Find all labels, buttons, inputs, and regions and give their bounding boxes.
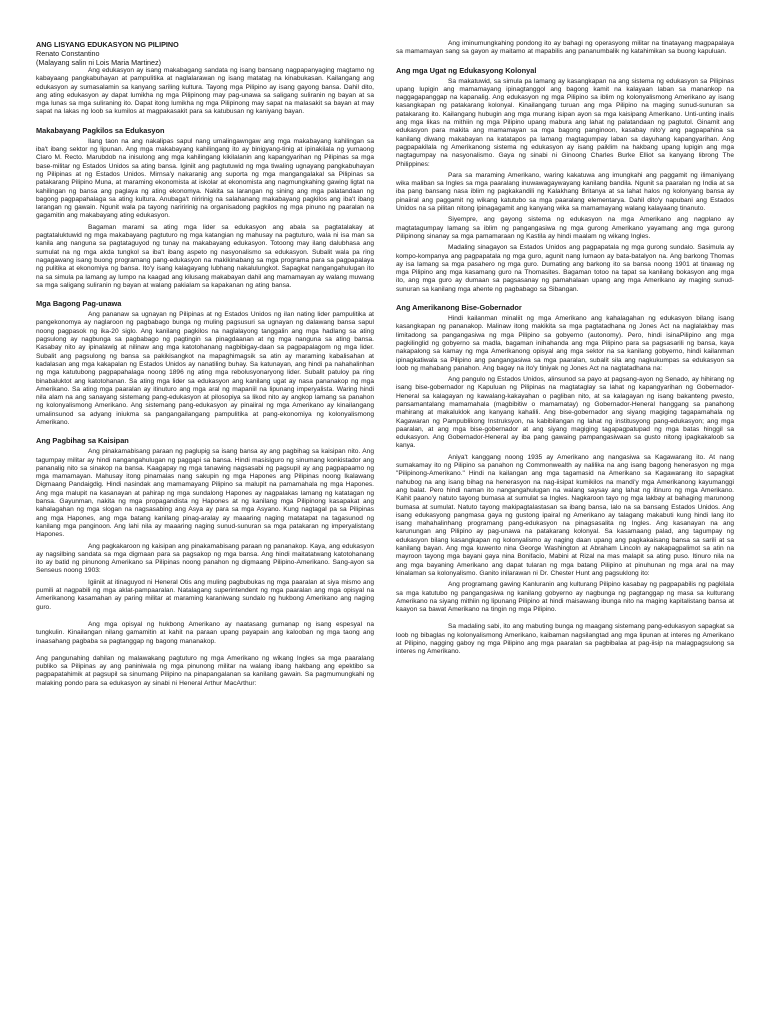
paragraph: Sa madaling sabi, ito ang mabuting bunga ng maagang sistemang pang-edukasyon sapagkat sa loob ng bibaglas ng kolonyalismong Amerikano, kaibaman nagsilangtad ang mga lipunan at interes ng Amerikano at Pilipino, nagging gaboy ng mga Pilipino ang mga paaralan sa pagbibalaa at pag-iisip na malagpagsulong sa interes ng Amerikano. (396, 623, 734, 656)
paragraph: Ang pangunahing dahilan ng malawakang pagtuturo ng mga Amerikano ng wikang Ingles sa mga paaralang publiko sa Pilipinas ay ang paniniwala ng mga pinunong militar na walang ibang hakbang ang epektibo sa pagpapatahimik at pagsupil sa sinumang Pilipino na pinapangalanan sa kanilang gawain. Sa pagmumungkahi ng malaking pondo para sa edukasyon ay sinabi ni Heneral Arthur MacArthur: (36, 654, 374, 687)
paragraph: Ang pagkakaroon ng kaisipan ang pinakamabisang paraan ng pananakop. Kaya, ang edukasyon ay nagsilbing sandata sa mga digmaan para sa pagsakop ng mga bansa. Ang hindi maitatatwang katotohanang ito ay batid ng pinunong Amerikano sa Pilipinas noong panahon ng digmaang Pilipino-Amerikano. Sang-ayon sa Senseus noong 1903: (36, 542, 374, 575)
section-heading: Ang Pagbihag sa Kaisipan (36, 436, 129, 446)
section-heading: Makabayang Pagkilos sa Edukasyon (36, 125, 165, 135)
two-column-layout (36, 40, 734, 691)
quoted-paragraph: Igiiniit at itinaguyod ni Heneral Otis ang muling pagbubukas ng mga paaralan at siya mismo ang pumili at nagpabili ng mga aklat-pampaaralan. Natalagang superintendent ng mga paaralan ang mga opisyal na Amerikanong kasamahan ay paring militar at maraming karaniwang sundalo ng hukbong Amerikano ang naging guro. (36, 578, 374, 611)
quoted-paragraph: Ang programang gawing Kanluranin ang kulturang Pilipino kasabay ng pagpapabilis ng pagkilala sa mga katutubo ng pangangasiwa ng kanilang gobyerno ay nagbunga ng pagtanggap ng masa sa kulturang Amerikano na siyang mithiin ng lipunang Pilipino at hindi maisawang ibunga nito na maging kapitalistang bansa at kaayon sa bawat Amerikano na tingin ng mga Pilipino. (396, 581, 734, 614)
paragraph: Hindi kailanman minaliit ng mga Amerikano ang kahalagahan ng edukasyon bilang isang kasangkapan ng pananakop. Malinaw itong makikita sa mga pagtatadhana ng Jones Act na naglalakbay mas limitadong sa pangangasiwa ng mga Pilipino sa gobyerno (autonomy). Pero, hindi isinaPilipino ang mga pagkilinglid ng gobyerno sa madla, bagaman inihahanda ang mga Pilipino para sa pagsasarili ng bansa, kaya nakapalong sa kamay ng mga Amerikanong opisyal ang mga sektor na sa kanilang gobyerno, hindi kailanman ipinagkatiwala sa Pilipino ang pangangasiwa sa mga paaralan, subalit sila ang nagkukumpas sa edukasyon sa loob ng mahabang panahon. Ang bagay na ito'y tiniyak ng Jones Act na nagtatadhana na: (396, 315, 734, 372)
document-header (36, 40, 374, 67)
paragraph: Ang edukasyon ay isang makabagang sandata ng isang bansang nagpapanyaging magtamo ng kabayaang pangkabuhayan at pampulitika at naglalarawan ng isang matatag na kinabukasan. Kailangang ang edukasyon ay sumasalamin sa kanyang sariling kultura. Tayong mga Pilipino ay isang gayong bansa. Dahil dito, ang ating edukasyon ay dapat lumikha ng mga Pilipinong may pag-unawa sa saligang suliranin ng bayan at sa mga lunas sa mga suliraning ito. Dapat itong lumikha ng mga Pilipinong may sapat na malasakit sa bayan at may sapat na lakas ng loob sa kumilos at magpakasakit para sa katubusan ng kaniyang bayan. (36, 67, 374, 116)
paragraph: Bagaman marami sa ating mga lider sa edukasyon ang abala sa pagtatalakay at pagtataluktuwid ng mga makabayang pagtuturo ng mga katangian ng mahusay na pagtuturo, wala ni isa man sa kanila ang nanguna sa pagtataguyod ng tunay na makabayang edukasyon. Totoong may ilang dalubhasa ang sumulat na ng mga akda tungkol sa iba't ibang aspeto ng nasyonalismo sa edukasyon. Subalit wala pa ring nagagawang isang buong programang pang-edukasyon na makikinabang sa mga programa para sa pagpapalaya ng pulitika at ekonomiya ng bansa. Ito'y isang kalagayang lubhang nakalulungkot. Sapagkat nangangahulugan ito na sa simula pa lamang ay lumpo na kaagad ang kilusang makabayan dahil ang mamamayan ay walang muwang sa mga saligang suliranin ng bayan at walang pakialam sa kapakanan ng ating bansa. (36, 223, 374, 289)
quoted-paragraph: Ang pangulo ng Estados Unidos, alinsunod sa payo at pagsang-ayon ng Senado, ay hihirang ng isang bise-gobernador ng Kapuluan ng Pilipinas na magtataglay sa lahat ng kapangyarihan ng Gobernador-Heneral sa kalagayan ng kawalang-kakayahan o pagliban nito, at sa kalagayan ng isang bakanteng pwesto, pansamantalang mamamahala (magbibitiw o mamamatay) ng Gobernador-Heneral hanggang sa panahong mahirang at makaluklok ang kanyang kahalili. Ang bise-gobernador ang siyang magiging tagapamahala ng Kagawaran ng Pampublikong Instruksyon, na kabibilangan ng lahat ng institusyong pang-edukasyon; ang mga paaralan, at ang mga bise-gobernador at ang siyang magiging tagapagpatupad ng mga batas hinggil sa edukasyon. Ang Gobernador-Heneral ay iba pang gawaing pampangasiwaan sa gusto nitong ipagkakaloob sa kanya. (396, 376, 734, 450)
paragraph: Aniya't kanggang noong 1935 ay Amerikano ang nangasiwa sa Kagawarang ito. At nang sumakamay ito ng Pilipino sa panahon ng Commonwealth ay nalilika na ang isang bagong henerasyon ng mga "Pilipinong-Amerikano." Hindi na kailangan ang mga tagamasid na Amerikano sa Kagawarang ito sapagkat nahubog na ang isang bihag na henerasyon na nag-iisipat kumikilos na mandi'y mga Amerikanong kayumanggi ang balat. Pero hindi naman ito nangangahulugan na walang saysay ang lahat ng itinuro ng mga Amerikano. Kahit paano'y natuto tayong bumasa at sumulat sa Ingles. Nagkaroon tayo ng mga lakbay at bahaging marunong bumasa at sumulat. Natuto tayong makipagtalastasan sa ibang bansa, lalo na sa bansang Estados Unidos. Ang isang edukasyong pangmasa gaya ng gustong ipairal ng Amerikano ay talagang makabuti kung hindi lang ito isang mahahalinhang programang pang-edukasyon na pinagsasalita ng Ingles. Ang kasanayan na ang karunungan ang Pilipino ay pag-unawa na patakarang kolonyal. Sa kasamaang palad, ang tagumpay ng edukasyon bilang kasangkapan ng kolonyalismo ay naging daan upang ang pagkakaisang bansa sa sarili at sa kanilang bayan. Ang mga kuwento nina George Washington at Abraham Lincoln ay nakapagpalimot sa atin na mayroon tayong mga bayani gaya nina Bonifacio, Mabini at Rizal na mas malapit sa ating puso. Itinuro nila na ang mga bayaning Amerikano ang dapat tularan ng mga batang Pilipino at pinuhunan ng mga aral na may kinalaman sa kolonyalismo. Ganito inilarawan ni Dr. Chester Hunt ang pagsuklong ito: (396, 453, 734, 577)
right-column (396, 40, 734, 691)
paragraph: Madaling sinagayon sa Estados Unidos ang pagpapatala ng mga gurong sundalo. Sasimula ay kompo-kompanya ang pagpapatala ng mga guro, agunit nang lumaon ay bata-batalyon na. Ang barkong Thomas ay isa lamang sa mga pasahero ng mga guro. Dumating ang barkong ito sa bansa noong 1901 at tinawag ng mga Pilipino ang mga kasamang guro na Thomasites. Bagaman totoo na tapat sa kanilang bokasyon ang mga ito, ang mga guro ay dumaan sa pagsasanay ng pamahalaan upang ang mga Amerikano ay maging sunud-sunuran sa kanilang mga ahente ng pagbabago sa Sibangan. (396, 244, 734, 293)
paragraph: Sa makatuwid, sa simula pa lamang ay kasangkapan na ang sistema ng edukasyon sa Pilipinas upang lupigin ang mamamayang ipinagtanggol ang bagong kamit na kalayaan laban sa manankop na naggagapanggap na kapanalig. Ang edukasyon ng mga Pilipino sa iblim ng kolonyalismong Amerikano ay isang kasangkapan ng patakarang kolonyal. Kinailangang turuan ang mga Pilipino na maging sunud-sunuran sa patakarang ito. Kailangang hubugin ang mga murang isipan ayon sa mga kaisipang Amerikano. Unti-unting inalis ang mga likas na mithiin ng mga Pilipino upang mabura ang lahat ng palatandaan ng pagtutol. Ginamit ang edukasyon para makita ang mamamayan sa mga bagong panginoon, kasabay nito'y ang pagpapahina sa kanilang diwang makabayan na katatapos pa lamang magtagumpay laban sa dayuhang kapangyarihan. Ang pagpapakilala ng Amerikanong sistema ng edukasyon ay isang paiklim na hakbang upang lupigin ang mga nagtagumpay na nasyonalismo. Gaya ng sinabi ni Ginoong Charles Burke Elliot sa kanyang librong The Philippines: (396, 77, 734, 168)
paragraph: Ang pinakamabisang paraan ng paglupig sa isang bansa ay ang pagbihag sa kaisipan nito. Ang tagumpay militar ay hindi nangangahulugan ng paggapi sa bansa. Hindi masisiguro ng sinumang konkistador ang pananalig nito sa sinakop na bansa. Kaagapay ng mga tanawing nagsasabi ng pagsupil ay ang pagpapaamo ng mga mamamayan. Mahusay itong pinamalas nang sakupin ng mga Hapones ang Pilipinas noong Ikalawang Digmaang Pandaigdig. Hindi nasindak ang mamamayang Pilipino sa malupit na pamamahala ng mga Hapones. Ang mga malupit na kasanayan at pahirap ng mga sundalong Hapones ay nagpalakas lamang ng katatagan ng bansa. Gayunman, nakita ng mga propagandista ng Hapones at ng kanilang mga Pilipinong kasapakat ang kahalagahan ng mga slogan na nagsasabing ang Asya ay para sa mga Asyano. Kung nagtagal pa sa Pilipinas ang mga Hapones, ang mga batang kanilang pinag-aralay ay maaaring naging matatapat na tagasunod ng kanilang mga panginoon. Ang lahi nila ay maaaring naging sunud-sunuran sa mga patakaran ng imperyalistang Hapones. (36, 448, 374, 539)
section-heading: Ang mga Ugat ng Edukasyong Kolonyal (396, 65, 537, 75)
paragraph: Ang pananaw sa ugnayan ng Pilipinas at ng Estados Unidos ng ilan nating lider pampulitika at pangekonomya ay naglaroon ng pagbabago bunga ng muling pagsusuri sa ugnayan ng dalawang bansa sapul noong pagpasok ng ika-20 siglo. Ang kanilang pagkilos na naglalayong tanggalin ang mga hadlang sa ating pagsulong ay nagbunga sa pagbabago ng pagtingin sa pinagdaanan at ng mga nanguna sa ating bansa. Kasabay nito ay ipinalawig at nilinaw ang mga katotohanang nagbibigay-daan sa pagpapalagom ng mga lider. Subalit ang pagsulong ng bansa sa pakikisangkot na mapaghimagsik sa atin ay maraming kabalisahan at kadalasan ang mga kakapalan ng Estados Unidos ay nanatiling buhay. Sa katunayan, ang hindi pa nahahalinhan ng mga katutubong pagpapahalaga noong 1896 ng ating mga rebolusyonaryong lider. Subalit patuloy pa ring binabaluktot ang katotohanan. Sa ating mga lider sa edukasyon ang kanilang ugat ay nasa pananakop ng mga Amerikano. Sa ating mga paaralan ay itinuturo ang mga aral ng mapaniil na lipunang imperyalista. Waring hindi nila alam na ang sanayang sistemang pang-edukasyon at pilosopiya sa likod nito ay angkop lamang sa panahon ng kolonyalismong Amerikano. Ang sistemang pang-edukasyon ay pinaiiral ng mga Amerikano ay kinailangang umalinsunod sa adyang iniukma sa pangangailangang pampulitika at pang-ekonomiya ng kolonyalismong Amerikano. (36, 311, 374, 426)
section-heading: Mga Bagong Pag-unawa (36, 299, 122, 309)
section-heading: Ang Amerikanong Bise-Gobernador (396, 303, 522, 313)
paragraph: Ilang taon na ang nakalipas sapul nang umalingawngaw ang mga makabayang kahilingan sa iba't ibang sektor ng lipunan. Ang mga makabayang kahilingang ito ay binigyang-tinig at ipinakilala ng yumaong Claro M. Recto. Marubdob na inisulong ang mga kahilingang kikilalanin ang kapangyarihan ng Pilipinas sa mga base-militar ng Estados Unidos sa ating bansa. Iginiit ang pagtutuwid ng mga tiwaling ugnayang pangkabuhayan ng Pilipinas at ng Estados Unidos. Mirnsa'y nakaranig ang suporta ng mga mangangalakal sa Pilipinas sa patakarang Pilipino Muna, at maraming ekonomista at iskolar at ekonomista ang nagmungkahing gawing ligtat na kahilingan ng bansa ang paglaya ng ating ekonomya. Nakita sa larangan ng sining ang mga palatandaan ng bagong pagpapahalaga sa ating kultura. Anubaga't niririnig na salahanang makabayang pagkilos ang iba't ibang larangan ng gawain. Ngunit wala pa tayong nariririnig na organisadong pagkilos ng mga pinuno ng paaralan na gagamitin ang makabayang ating edukasyon. (36, 137, 374, 220)
left-column (36, 40, 374, 691)
paragraph: Ang mga opisyal ng hukbong Amerikano ay naatasang gumanap ng isang espesyal na tungkulin. Kinailangan nilang gamamitin at kahit na paraan upang payapain ang kalooban ng mga taong ang inaasahang pagbaba sa pagtanggap ng bagong mananakop. (36, 620, 374, 645)
quoted-paragraph: Para sa maraming Amerikano, waring kakatuwa ang imungkahi ang paggamit ng ilimaniyang wika maliban sa Ingles sa mga paaralang inuwawagaywayang kanilang bandila. Ngunit sa paaralan ng India at sa iba pang bansang nasa iblim ng pagkakandili ng Kalakhang Britanya at sa lahat halos ng kolonyang bansa ay pinaiiral ang paggamit ng wikang katutubo sa mga paaralang elementarya. Dahil dito'y napubani ang Estados Unidos na sa pilitan nitong ipinagagamit ang kanyang wika sa mamamayang walang kalayaang tinanuto. (396, 171, 734, 213)
paragraph: Ang iminumungkahing pondong ito ay bahagi ng operasyong militar na tinatayang magpapalaya sa mamamayan sang sa gayon ay maitamo at mapabilis ang pananumbalik ng katahimikan sa buong kapuluan. (396, 40, 734, 56)
document-title: ANG LISYANG EDUKASYON NG PILIPINO (36, 40, 179, 49)
author: Renato Constantino (36, 49, 100, 58)
paragraph: Siyempre, ang gayong sistema ng edukasyon na mga Amerikano ang nagplano ay magtatagumpay lamang sa iblim ng pangangasiwa ng mga gurong Amerikano yayamang ang mga gurong Pilipinong sinanay sa mga pamamaraan ng Kastila ay hindi maalam ng wikang Ingles. (396, 216, 734, 240)
translator-note: (Malayang salin ni Lois Maria Martinez) (36, 58, 162, 67)
